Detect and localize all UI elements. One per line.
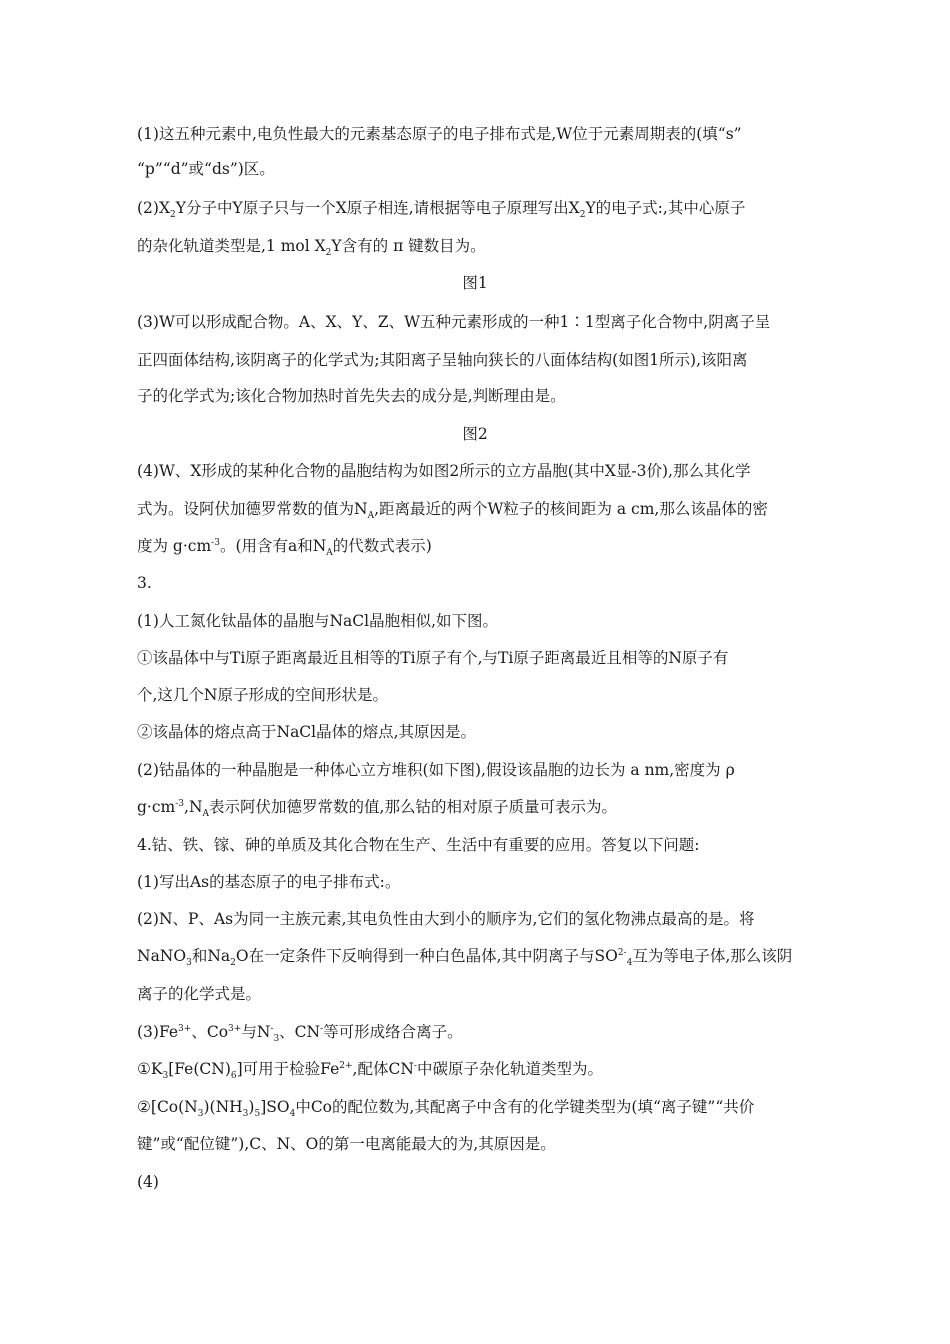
s4-q3-line-3 (137, 1096, 817, 1118)
q3-line-2: 正四面体结构,该阴离子的化学式为;其阳离子呈轴向狭长的八面体结构(如图1所示),该阳离 (137, 351, 748, 369)
q1-line: (1)这五种元素中,电负性最大的元素基态原子的电子排布式是,W位于元素周期表的(填“s” (137, 125, 742, 143)
s3-q2-line: (2)钴晶体的一种晶胞是一种体心立方堆积(如下图),假设该晶胞的边长为 a nm,密度为 ρ (137, 761, 735, 779)
subscript: 3 (273, 1034, 280, 1044)
text-run: 、Co (191, 1023, 229, 1041)
text-run: ①K (137, 1060, 163, 1078)
s3-q2-line-2 (137, 796, 817, 818)
text-run: 中Co的配位数为,其配离子中含有的化学键类型为(填“离子键”“共价 (295, 1098, 755, 1116)
text-run: Y分子中Y原子只与一个X原子相连,请根据等电子原理写出X (175, 199, 580, 217)
text-run: ) (248, 1098, 255, 1116)
s4-q3-line (137, 1021, 817, 1043)
s4-q4-line: (4) (137, 1173, 159, 1191)
text-run: ②[Co(N (137, 1098, 198, 1116)
s4-q2-line: (2)N、P、As为同一主族元素,其电负性由大到小的顺序为,它们的氢化物沸点最高的是。将 (137, 910, 755, 928)
subscript: 2 (325, 248, 332, 258)
q3-line: (3)W可以形成配合物。A、X、Y、Z、W五种元素形成的一种1∶1型离子化合物中,阴离子呈 (137, 313, 771, 331)
text-run: 的代数式表示) (332, 537, 432, 555)
subscript: 3 (162, 1071, 169, 1081)
text-run: Y的电子式:,其中心原子 (585, 199, 746, 217)
q1-line-2: “p”“d”或“ds”)区。 (137, 160, 275, 178)
text-run: Y含有的 π 键数目为。 (331, 237, 486, 255)
subscript: 2 (579, 210, 586, 220)
text-run: 与N (241, 1023, 271, 1041)
text-run: g·cm (137, 798, 176, 816)
subscript: 2 (170, 210, 176, 220)
s3-q1-line: (1)人工氮化钛晶体的晶胞与NaCl晶胞相似,如下图。 (137, 612, 499, 630)
text-run: ]可用于检验Fe (236, 1060, 340, 1078)
text-run: 表示阿伏加德罗常数的值,那么钴的相对原子质量可表示为。 (209, 798, 617, 816)
superscript: 2+ (339, 1061, 353, 1071)
section-3-number: 3. (137, 574, 152, 592)
text-run: 。(用含有a和N (219, 537, 327, 555)
s3-q1-line-4: ②该晶体的熔点高于NaCl晶体的熔点,其原因是。 (137, 723, 477, 741)
subscript: 3 (242, 1109, 249, 1119)
q3-line-3: 子的化学式为;该化合物加热时首先失去的成分是,判断理由是。 (137, 387, 566, 405)
text-run: [Fe(CN) (168, 1060, 231, 1078)
text-run: 度为 g·cm (137, 537, 212, 555)
figure-2-caption: 图2 (462, 425, 488, 443)
text-run: 、CN (279, 1023, 321, 1041)
q4-line-3 (137, 535, 817, 557)
text-run: ,N (184, 798, 203, 816)
subscript: 3 (197, 1109, 204, 1119)
superscript: 3+ (178, 1024, 192, 1034)
s4-q3-line-2 (137, 1058, 817, 1080)
text-run: ,配体CN (352, 1060, 414, 1078)
superscript: -3 (175, 799, 185, 809)
text-run: 式为。设阿伏加德罗常数的值为N (137, 500, 368, 518)
subscript: 4 (626, 958, 633, 968)
figure-1-caption: 图1 (462, 274, 488, 292)
text-run: 中碳原子杂化轨道类型为。 (416, 1060, 603, 1078)
subscript: 6 (230, 1071, 237, 1081)
subscript: 2 (230, 958, 236, 968)
section-4-intro: 4.钴、铁、镓、砷的单质及其化合物在生产、生活中有重要的应用。答复以下问题: (137, 836, 700, 854)
s4-q3-line-4: 键”或“配位键”),C、N、O的第一电离能最大的为,其原因是。 (137, 1135, 556, 1153)
s4-q1-line: (1)写出As的基态原子的电子排布式:。 (137, 873, 401, 891)
text-run: ,距离最近的两个W粒子的核间距为 a cm,那么该晶体的密 (374, 500, 768, 518)
superscript: -3 (211, 538, 220, 548)
q4-line-2 (137, 498, 817, 520)
text-run: 互为等电子体,那么该阴 (632, 947, 793, 965)
q4-line: (4)W、X形成的某种化合物的晶胞结构为如图2所示的立方晶胞(其中X显-3价),那么其化学 (137, 462, 751, 480)
s4-q2-line-2 (137, 945, 817, 967)
superscript: 3+ (228, 1024, 242, 1034)
subscript: A (367, 511, 375, 521)
superscript: - (413, 1061, 417, 1071)
text-run: 等可形成络合离子。 (323, 1023, 463, 1041)
superscript: - (270, 1024, 274, 1034)
text-run: (3)Fe (137, 1023, 179, 1041)
subscript: A (202, 809, 210, 819)
s3-q1-line-2: ①该晶体中与Ti原子距离最近且相等的Ti原子有个,与Ti原子距离最近且相等的N原子有 (137, 649, 729, 667)
subscript: A (326, 548, 333, 558)
text-run: (2)X (137, 199, 170, 217)
s4-q2-line-3: 离子的化学式是。 (137, 985, 262, 1003)
q2-line-2 (137, 235, 817, 257)
s3-q1-line-3: 个,这几个N原子形成的空间形状是。 (137, 686, 388, 704)
text-run: )(NH (203, 1098, 243, 1116)
superscript: - (320, 1024, 324, 1034)
subscript: 4 (289, 1109, 296, 1119)
subscript: 5 (254, 1109, 261, 1119)
subscript: 3 (186, 958, 192, 968)
text-run: NaNO (137, 947, 187, 965)
q2-line (137, 197, 817, 219)
text-run: 和Na (191, 947, 231, 965)
text-run: O在一定条件下反响得到一种白色晶体,其中阴离子与SO (235, 947, 618, 965)
text-run: ]SO (260, 1098, 290, 1116)
superscript: 2- (617, 948, 627, 958)
text-run: 的杂化轨道类型是,1 mol X (137, 237, 326, 255)
